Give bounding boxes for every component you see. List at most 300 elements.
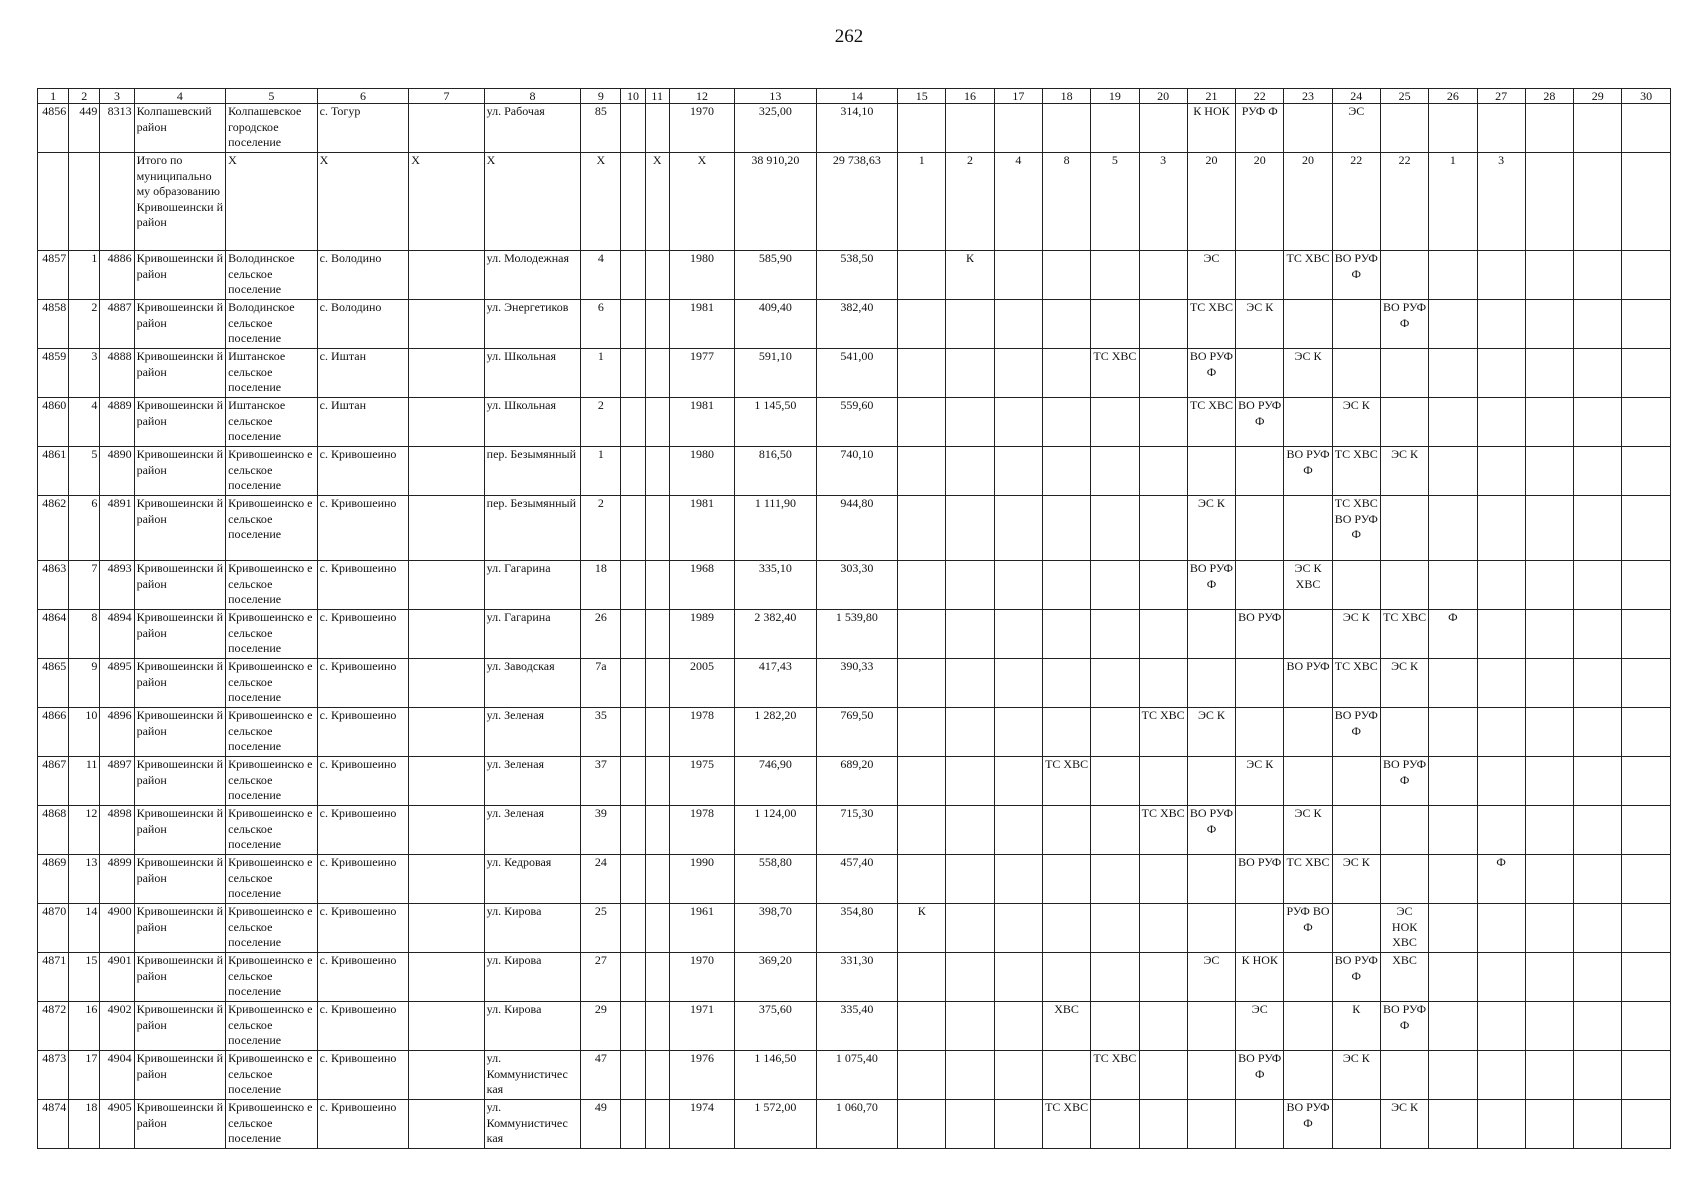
table-cell bbox=[1236, 251, 1284, 300]
table-cell bbox=[946, 349, 994, 398]
table-cell bbox=[1525, 1051, 1573, 1100]
table-cell: 375,60 bbox=[735, 1002, 816, 1051]
table-cell bbox=[1042, 855, 1090, 904]
table-cell: 4867 bbox=[38, 757, 69, 806]
table-cell: ХВС bbox=[1380, 953, 1428, 1002]
table-cell: 10 bbox=[69, 708, 100, 757]
table-cell: 5 bbox=[69, 447, 100, 496]
table-cell bbox=[1380, 104, 1428, 153]
table-cell bbox=[1429, 806, 1477, 855]
table-cell bbox=[946, 659, 994, 708]
table-cell bbox=[1429, 1100, 1477, 1149]
table-cell bbox=[1091, 757, 1139, 806]
column-header: 15 bbox=[898, 89, 946, 104]
column-header: 13 bbox=[735, 89, 816, 104]
table-cell bbox=[1525, 1002, 1573, 1051]
table-cell bbox=[946, 1051, 994, 1100]
table-cell: 4869 bbox=[38, 855, 69, 904]
table-cell bbox=[1622, 757, 1671, 806]
table-cell bbox=[1332, 806, 1380, 855]
table-cell: 1989 bbox=[669, 610, 734, 659]
table-cell: ВО РУФ Ф bbox=[1380, 1002, 1428, 1051]
table-cell bbox=[409, 561, 484, 610]
table-cell: ТС ХВС bbox=[1042, 1100, 1090, 1149]
table-cell: с. Тогур bbox=[317, 104, 409, 153]
table-cell: 585,90 bbox=[735, 251, 816, 300]
table-cell bbox=[898, 349, 946, 398]
table-cell: Кривошеински й район bbox=[134, 300, 226, 349]
table-cell bbox=[409, 300, 484, 349]
table-cell: К bbox=[1332, 1002, 1380, 1051]
table-cell: ул. Молодежная bbox=[484, 251, 581, 300]
table-cell: 11 bbox=[69, 757, 100, 806]
table-cell: 715,30 bbox=[816, 806, 897, 855]
table-cell bbox=[898, 1051, 946, 1100]
table-row bbox=[38, 496, 1671, 561]
table-cell: 1 bbox=[69, 251, 100, 300]
table-cell bbox=[1525, 904, 1573, 953]
table-cell bbox=[946, 496, 994, 561]
table-cell: 4897 bbox=[100, 757, 134, 806]
table-cell: 4866 bbox=[38, 708, 69, 757]
column-header: 3 bbox=[100, 89, 134, 104]
table-cell: Ф bbox=[1429, 610, 1477, 659]
table-cell bbox=[1429, 447, 1477, 496]
table-cell bbox=[1091, 659, 1139, 708]
table-cell bbox=[409, 757, 484, 806]
table-cell bbox=[994, 104, 1042, 153]
column-header: 30 bbox=[1622, 89, 1671, 104]
table-cell: ЭС К bbox=[1332, 398, 1380, 447]
table-cell bbox=[1332, 300, 1380, 349]
table-cell: ТС ХВС bbox=[1380, 610, 1428, 659]
table-cell: ТС ХВС bbox=[1139, 708, 1187, 757]
table-cell bbox=[1042, 1051, 1090, 1100]
table-cell bbox=[1525, 496, 1573, 561]
table-cell bbox=[1091, 904, 1139, 953]
table-cell bbox=[1525, 610, 1573, 659]
table-cell: пер. Безымянный bbox=[484, 496, 581, 561]
table-cell bbox=[645, 708, 669, 757]
table-cell bbox=[645, 855, 669, 904]
table-cell bbox=[1622, 496, 1671, 561]
table-cell bbox=[1622, 1100, 1671, 1149]
table-cell bbox=[1091, 561, 1139, 610]
table-cell: 3 bbox=[1477, 153, 1525, 251]
table-row bbox=[38, 349, 1671, 398]
table-cell: ЭС К bbox=[1380, 1100, 1428, 1149]
table-cell bbox=[1574, 855, 1622, 904]
table-cell: ул. Зеленая bbox=[484, 806, 581, 855]
table-cell bbox=[1091, 496, 1139, 561]
table-cell: Кривошеински й район bbox=[134, 659, 226, 708]
table-cell bbox=[1574, 610, 1622, 659]
column-header: 12 bbox=[669, 89, 734, 104]
table-cell: Кривошеински й район bbox=[134, 251, 226, 300]
table-cell: 35 bbox=[581, 708, 621, 757]
table-cell bbox=[1139, 953, 1187, 1002]
table-cell bbox=[1622, 659, 1671, 708]
table-cell bbox=[1284, 496, 1332, 561]
table-cell bbox=[645, 659, 669, 708]
table-cell bbox=[1284, 104, 1332, 153]
table-cell bbox=[898, 1002, 946, 1051]
table-cell bbox=[1139, 1002, 1187, 1051]
table-cell bbox=[946, 708, 994, 757]
table-cell: К bbox=[946, 251, 994, 300]
table-cell: 1968 bbox=[669, 561, 734, 610]
table-cell bbox=[1380, 251, 1428, 300]
table-cell bbox=[994, 349, 1042, 398]
table-cell: 409,40 bbox=[735, 300, 816, 349]
table-cell: ВО РУФ Ф bbox=[1187, 806, 1235, 855]
table-cell: 4889 bbox=[100, 398, 134, 447]
table-cell: 369,20 bbox=[735, 953, 816, 1002]
table-cell: 22 bbox=[1332, 153, 1380, 251]
table-cell: 390,33 bbox=[816, 659, 897, 708]
table-cell bbox=[1525, 349, 1573, 398]
table-cell: ТС ХВС bbox=[1187, 300, 1235, 349]
table-cell bbox=[621, 904, 645, 953]
table-cell bbox=[1091, 447, 1139, 496]
table-cell: ЭС К bbox=[1236, 300, 1284, 349]
table-cell: 85 bbox=[581, 104, 621, 153]
table-cell: 1971 bbox=[669, 1002, 734, 1051]
table-cell bbox=[621, 349, 645, 398]
table-cell bbox=[1139, 561, 1187, 610]
column-header: 6 bbox=[317, 89, 409, 104]
table-cell bbox=[1236, 708, 1284, 757]
table-cell: 49 bbox=[581, 1100, 621, 1149]
table-cell: К НОК bbox=[1187, 104, 1235, 153]
table-cell bbox=[1622, 1051, 1671, 1100]
table-row bbox=[38, 1051, 1671, 1100]
table-row bbox=[38, 953, 1671, 1002]
table-cell: Кривошеинско е сельское поселение bbox=[226, 561, 318, 610]
table-cell bbox=[1187, 1100, 1235, 1149]
table-row bbox=[38, 904, 1671, 953]
table-cell: 47 bbox=[581, 1051, 621, 1100]
table-cell bbox=[1380, 855, 1428, 904]
table-cell bbox=[1139, 659, 1187, 708]
table-cell bbox=[1236, 659, 1284, 708]
table-cell bbox=[1622, 447, 1671, 496]
table-cell: 1 539,80 bbox=[816, 610, 897, 659]
table-cell: Колпашевское городское поселение bbox=[226, 104, 318, 153]
table-cell: 4864 bbox=[38, 610, 69, 659]
table-cell: X bbox=[226, 153, 318, 251]
table-cell: 4899 bbox=[100, 855, 134, 904]
table-cell bbox=[100, 153, 134, 251]
table-cell bbox=[621, 496, 645, 561]
table-cell bbox=[994, 398, 1042, 447]
table-cell: 591,10 bbox=[735, 349, 816, 398]
table-cell: 4865 bbox=[38, 659, 69, 708]
table-cell: Кривошеинско е сельское поселение bbox=[226, 1100, 318, 1149]
table-cell: 9 bbox=[69, 659, 100, 708]
table-cell bbox=[645, 1100, 669, 1149]
table-cell bbox=[1042, 610, 1090, 659]
table-cell: ЭС bbox=[1332, 104, 1380, 153]
table-cell bbox=[1477, 1100, 1525, 1149]
table-cell: ТС ХВС bbox=[1284, 251, 1332, 300]
table-cell: ТС ХВС ВО РУФ Ф bbox=[1332, 496, 1380, 561]
table-cell: 449 bbox=[69, 104, 100, 153]
table-cell bbox=[1477, 496, 1525, 561]
table-cell bbox=[1574, 806, 1622, 855]
table-cell: 4860 bbox=[38, 398, 69, 447]
table-row bbox=[38, 398, 1671, 447]
table-cell bbox=[1429, 757, 1477, 806]
table-cell: Кривошеински й район bbox=[134, 1051, 226, 1100]
table-cell: Кривошеински й район bbox=[134, 855, 226, 904]
table-body bbox=[38, 104, 1671, 1149]
table-cell bbox=[1477, 300, 1525, 349]
table-cell: 1970 bbox=[669, 104, 734, 153]
table-cell bbox=[1187, 757, 1235, 806]
column-header: 8 bbox=[484, 89, 581, 104]
table-cell bbox=[946, 757, 994, 806]
table-cell: Кривошеински й район bbox=[134, 349, 226, 398]
table-cell: 325,00 bbox=[735, 104, 816, 153]
table-cell: 4858 bbox=[38, 300, 69, 349]
table-cell: X bbox=[645, 153, 669, 251]
table-cell bbox=[409, 610, 484, 659]
table-cell: X bbox=[669, 153, 734, 251]
table-cell bbox=[1187, 1051, 1235, 1100]
table-cell bbox=[1187, 855, 1235, 904]
table-cell: 1978 bbox=[669, 806, 734, 855]
column-header: 14 bbox=[816, 89, 897, 104]
table-cell bbox=[621, 659, 645, 708]
table-cell: ул. Рабочая bbox=[484, 104, 581, 153]
table-cell: ЭС НОК ХВС bbox=[1380, 904, 1428, 953]
table-cell bbox=[1284, 708, 1332, 757]
table-cell bbox=[1284, 398, 1332, 447]
table-cell: ТС ХВС bbox=[1332, 659, 1380, 708]
table-cell bbox=[946, 610, 994, 659]
table-cell: ул. Коммунистичес кая bbox=[484, 1051, 581, 1100]
table-cell: 4 bbox=[69, 398, 100, 447]
table-cell: Кривошеинско е сельское поселение bbox=[226, 708, 318, 757]
table-cell: 4905 bbox=[100, 1100, 134, 1149]
table-cell: 457,40 bbox=[816, 855, 897, 904]
table-cell: с. Володино bbox=[317, 251, 409, 300]
table-cell: ЭС К bbox=[1332, 855, 1380, 904]
table-cell: 4888 bbox=[100, 349, 134, 398]
table-cell bbox=[1236, 496, 1284, 561]
table-cell: ВО РУФ bbox=[1236, 610, 1284, 659]
table-cell bbox=[1139, 757, 1187, 806]
table-cell bbox=[645, 104, 669, 153]
table-cell bbox=[645, 904, 669, 953]
table-cell: Кривошеински й район bbox=[134, 953, 226, 1002]
table-cell bbox=[1622, 904, 1671, 953]
table-cell: Кривошеинско е сельское поселение bbox=[226, 447, 318, 496]
table-cell: 2 382,40 bbox=[735, 610, 816, 659]
table-cell bbox=[994, 806, 1042, 855]
table-cell bbox=[994, 251, 1042, 300]
table-cell: 6 bbox=[69, 496, 100, 561]
table-cell bbox=[645, 447, 669, 496]
table-cell bbox=[1429, 561, 1477, 610]
table-cell bbox=[645, 561, 669, 610]
table-cell bbox=[409, 398, 484, 447]
column-header: 21 bbox=[1187, 89, 1235, 104]
table-cell: 4873 bbox=[38, 1051, 69, 1100]
table-cell: ул. Кирова bbox=[484, 1002, 581, 1051]
table-cell: 20 bbox=[1236, 153, 1284, 251]
table-cell bbox=[1574, 904, 1622, 953]
table-cell: 1974 bbox=[669, 1100, 734, 1149]
table-cell: 4904 bbox=[100, 1051, 134, 1100]
table-cell bbox=[1525, 398, 1573, 447]
table-cell: ЭС К bbox=[1284, 349, 1332, 398]
table-cell bbox=[621, 251, 645, 300]
table-cell bbox=[1042, 904, 1090, 953]
table-cell bbox=[621, 398, 645, 447]
table-cell: пер. Безымянный bbox=[484, 447, 581, 496]
table-cell bbox=[1477, 1002, 1525, 1051]
table-cell: 20 bbox=[1284, 153, 1332, 251]
table-cell bbox=[1429, 496, 1477, 561]
table-row bbox=[38, 561, 1671, 610]
table-cell bbox=[1332, 757, 1380, 806]
table-cell: 398,70 bbox=[735, 904, 816, 953]
table-cell: 4863 bbox=[38, 561, 69, 610]
table-cell bbox=[1477, 1051, 1525, 1100]
column-header: 2 bbox=[69, 89, 100, 104]
table-cell bbox=[1284, 610, 1332, 659]
column-header: 23 bbox=[1284, 89, 1332, 104]
column-header: 4 bbox=[134, 89, 226, 104]
table-row bbox=[38, 1002, 1671, 1051]
table-cell bbox=[1622, 398, 1671, 447]
table-cell bbox=[1429, 659, 1477, 708]
table-cell bbox=[1380, 496, 1428, 561]
table-cell bbox=[994, 855, 1042, 904]
table-cell: ТС ХВС bbox=[1332, 447, 1380, 496]
table-cell: ЭС bbox=[1187, 251, 1235, 300]
table-cell: ТС ХВС bbox=[1091, 1051, 1139, 1100]
table-cell bbox=[946, 806, 994, 855]
table-cell bbox=[1574, 496, 1622, 561]
table-cell bbox=[1429, 300, 1477, 349]
table-cell bbox=[1091, 1100, 1139, 1149]
table-cell bbox=[1284, 953, 1332, 1002]
table-cell bbox=[898, 806, 946, 855]
table-cell: РУФ ВО Ф bbox=[1284, 904, 1332, 953]
table-cell: ЭС К bbox=[1380, 659, 1428, 708]
table-cell bbox=[1139, 251, 1187, 300]
table-cell bbox=[1091, 398, 1139, 447]
table-cell: Кривошеински й район bbox=[134, 1100, 226, 1149]
table-cell: ЭС bbox=[1236, 1002, 1284, 1051]
table-cell bbox=[69, 153, 100, 251]
table-cell: Кривошеинско е сельское поселение bbox=[226, 496, 318, 561]
table-cell bbox=[1574, 659, 1622, 708]
table-cell bbox=[1332, 561, 1380, 610]
table-cell: 4859 bbox=[38, 349, 69, 398]
table-cell bbox=[1236, 349, 1284, 398]
table-cell bbox=[898, 251, 946, 300]
table-cell bbox=[994, 610, 1042, 659]
table-cell: 331,30 bbox=[816, 953, 897, 1002]
table-cell: с. Кривошеино bbox=[317, 1051, 409, 1100]
table-cell bbox=[1042, 708, 1090, 757]
table-cell: 382,40 bbox=[816, 300, 897, 349]
table-cell bbox=[994, 300, 1042, 349]
table-cell: 417,43 bbox=[735, 659, 816, 708]
table-cell: ТС ХВС bbox=[1091, 349, 1139, 398]
table-cell: 4890 bbox=[100, 447, 134, 496]
table-cell bbox=[1477, 757, 1525, 806]
table-cell: 25 bbox=[581, 904, 621, 953]
table-cell: Кривошеински й район bbox=[134, 1002, 226, 1051]
table-cell bbox=[645, 1002, 669, 1051]
table-cell bbox=[1091, 1002, 1139, 1051]
table-cell: Володинское сельское поселение bbox=[226, 300, 318, 349]
table-cell: с. Кривошеино bbox=[317, 496, 409, 561]
table-cell: 1 111,90 bbox=[735, 496, 816, 561]
table-cell: ВО РУФ Ф bbox=[1380, 300, 1428, 349]
table-cell: 769,50 bbox=[816, 708, 897, 757]
table-cell bbox=[645, 496, 669, 561]
table-cell bbox=[645, 953, 669, 1002]
table-cell bbox=[1574, 561, 1622, 610]
table-cell: X bbox=[317, 153, 409, 251]
table-cell: 303,30 bbox=[816, 561, 897, 610]
table-cell: 37 bbox=[581, 757, 621, 806]
table-cell: 1976 bbox=[669, 1051, 734, 1100]
table-cell: 2 bbox=[581, 496, 621, 561]
column-header: 9 bbox=[581, 89, 621, 104]
table-cell bbox=[409, 104, 484, 153]
table-cell: ул. Коммунистичес кая bbox=[484, 1100, 581, 1149]
table-cell bbox=[1622, 104, 1671, 153]
table-cell bbox=[1525, 757, 1573, 806]
table-cell bbox=[1525, 153, 1573, 251]
table-cell: ВО РУФ bbox=[1236, 855, 1284, 904]
table-cell bbox=[1574, 300, 1622, 349]
table-row bbox=[38, 153, 1671, 251]
table-cell: X bbox=[484, 153, 581, 251]
table-cell bbox=[621, 757, 645, 806]
table-cell: Кривошеинско е сельское поселение bbox=[226, 659, 318, 708]
header-row bbox=[38, 89, 1671, 104]
table-cell bbox=[645, 398, 669, 447]
table-cell: Кривошеинско е сельское поселение bbox=[226, 1002, 318, 1051]
table-cell bbox=[1574, 708, 1622, 757]
table-cell: 4857 bbox=[38, 251, 69, 300]
table-cell: ЭС К bbox=[1380, 447, 1428, 496]
table-cell: 4856 bbox=[38, 104, 69, 153]
table-cell: с. Кривошеино bbox=[317, 708, 409, 757]
table-cell: ТС ХВС bbox=[1284, 855, 1332, 904]
table-cell: 8 bbox=[1042, 153, 1090, 251]
table-cell bbox=[645, 806, 669, 855]
table-cell: 1977 bbox=[669, 349, 734, 398]
table-cell bbox=[1380, 398, 1428, 447]
table-cell bbox=[1091, 708, 1139, 757]
table-cell: 1970 bbox=[669, 953, 734, 1002]
table-cell bbox=[1477, 561, 1525, 610]
table-cell: ЭС bbox=[1187, 953, 1235, 1002]
table-cell bbox=[994, 708, 1042, 757]
table-cell bbox=[1284, 1002, 1332, 1051]
table-cell: 8 bbox=[69, 610, 100, 659]
table-cell: 4874 bbox=[38, 1100, 69, 1149]
